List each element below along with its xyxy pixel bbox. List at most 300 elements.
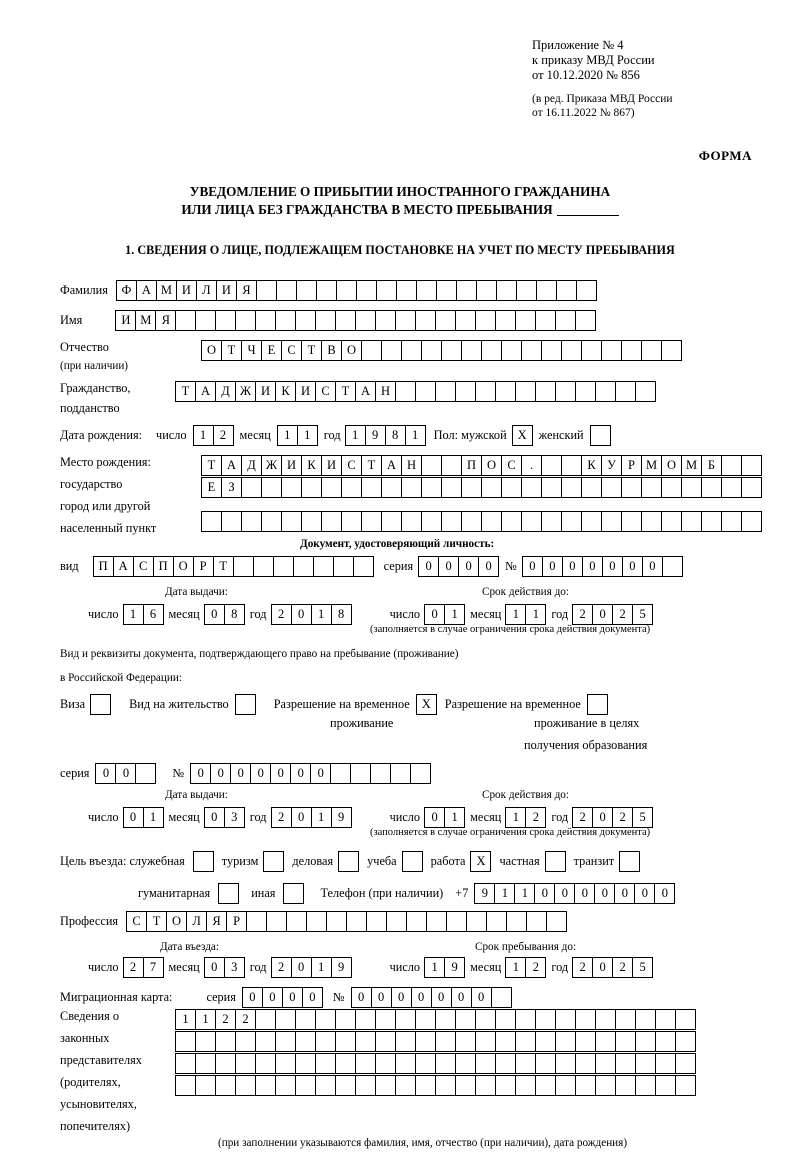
issue-year-input-cell[interactable]: 0: [291, 604, 312, 625]
id-doc-kind-input-cell[interactable]: [233, 556, 254, 577]
id-doc-series-input[interactable]: [418, 556, 499, 577]
birthplace-line-1-cell[interactable]: Т: [361, 455, 382, 476]
birthplace-line-3-cell[interactable]: [221, 511, 242, 532]
birthplace-line-3-cell[interactable]: [321, 511, 342, 532]
phone-input-cell[interactable]: 0: [634, 883, 655, 904]
legal-rep-line-3-cell[interactable]: [575, 1053, 596, 1074]
migration-series-input[interactable]: [242, 987, 323, 1008]
patronymic-input-cell[interactable]: [401, 340, 422, 361]
stay-number-input-cell[interactable]: [330, 763, 351, 784]
phone-input[interactable]: [474, 883, 675, 904]
birthplace-line-2-cell[interactable]: [561, 477, 582, 498]
legal-rep-line-1-cell[interactable]: [315, 1009, 336, 1030]
legal-rep-line-3-cell[interactable]: [195, 1053, 216, 1074]
birthplace-line-1-cell[interactable]: [741, 455, 762, 476]
migration-number-input-cell[interactable]: 0: [411, 987, 432, 1008]
phone-input-cell[interactable]: 0: [554, 883, 575, 904]
surname-input-cell[interactable]: [316, 280, 337, 301]
birthplace-line-2-cell[interactable]: [541, 477, 562, 498]
stay-number-input-cell[interactable]: [390, 763, 411, 784]
birth-month-input-cell[interactable]: 1: [277, 425, 298, 446]
legal-rep-line-3-cell[interactable]: [335, 1053, 356, 1074]
birthplace-line-2-cell[interactable]: [741, 477, 762, 498]
legal-rep-line-2-cell[interactable]: [335, 1031, 356, 1052]
birthplace-line-1-cell[interactable]: П: [461, 455, 482, 476]
legal-rep-line-3-cell[interactable]: [275, 1053, 296, 1074]
legal-rep-line-3-cell[interactable]: [395, 1053, 416, 1074]
migration-series-input-cell[interactable]: 0: [242, 987, 263, 1008]
id-doc-kind-input-cell[interactable]: [333, 556, 354, 577]
citizenship-input-cell[interactable]: И: [295, 381, 316, 402]
surname-input-cell[interactable]: [496, 280, 517, 301]
valid-day-input[interactable]: [424, 604, 465, 625]
legal-rep-line-2-cell[interactable]: [435, 1031, 456, 1052]
legal-rep-line-3-cell[interactable]: [535, 1053, 556, 1074]
birthplace-line-1-cell[interactable]: Р: [621, 455, 642, 476]
id-doc-kind-input-cell[interactable]: [313, 556, 334, 577]
patronymic-input-cell[interactable]: [501, 340, 522, 361]
citizenship-input-cell[interactable]: Т: [335, 381, 356, 402]
birthplace-line-1[interactable]: [201, 455, 762, 476]
legal-rep-line-4-cell[interactable]: [175, 1075, 196, 1096]
surname-input-cell[interactable]: Л: [196, 280, 217, 301]
stay-until-day-input-cell[interactable]: 1: [424, 957, 445, 978]
legal-rep-line-2-cell[interactable]: [375, 1031, 396, 1052]
patronymic-input-cell[interactable]: [561, 340, 582, 361]
citizenship-input[interactable]: [175, 381, 656, 402]
birthplace-line-1-cell[interactable]: С: [341, 455, 362, 476]
birthplace-line-3-cell[interactable]: [721, 511, 742, 532]
legal-rep-line-4-cell[interactable]: [195, 1075, 216, 1096]
citizenship-input-cell[interactable]: И: [255, 381, 276, 402]
patronymic-input-cell[interactable]: [661, 340, 682, 361]
birthplace-line-2-cell[interactable]: [301, 477, 322, 498]
surname-input-cell[interactable]: А: [136, 280, 157, 301]
id-doc-kind-input-cell[interactable]: [253, 556, 274, 577]
legal-rep-line-1-cell[interactable]: [415, 1009, 436, 1030]
citizenship-input-cell[interactable]: [435, 381, 456, 402]
patronymic-input-cell[interactable]: [481, 340, 502, 361]
phone-input-cell[interactable]: 0: [574, 883, 595, 904]
birth-day-input-cell[interactable]: 2: [213, 425, 234, 446]
birthplace-line-2-cell[interactable]: З: [221, 477, 242, 498]
birth-day-input[interactable]: [193, 425, 234, 446]
birthplace-line-1-cell[interactable]: [721, 455, 742, 476]
profession-input[interactable]: [126, 911, 567, 932]
birthplace-line-2[interactable]: [201, 477, 762, 498]
name-input-cell[interactable]: М: [135, 310, 156, 331]
name-input-cell[interactable]: [415, 310, 436, 331]
surname-input-cell[interactable]: И: [216, 280, 237, 301]
birth-year-input-cell[interactable]: 8: [385, 425, 406, 446]
stay-until-month-input[interactable]: [505, 957, 546, 978]
profession-input-cell[interactable]: [326, 911, 347, 932]
stay-issue-year-input-cell[interactable]: 2: [271, 807, 292, 828]
birthplace-line-2-cell[interactable]: [421, 477, 442, 498]
birthplace-line-2-cell[interactable]: Е: [201, 477, 222, 498]
purpose-study-checkbox[interactable]: [402, 851, 423, 872]
name-input-cell[interactable]: [475, 310, 496, 331]
patronymic-input-cell[interactable]: [541, 340, 562, 361]
legal-rep-line-1-cell[interactable]: [455, 1009, 476, 1030]
legal-rep-line-3-cell[interactable]: [655, 1053, 676, 1074]
birthplace-line-2-cell[interactable]: [501, 477, 522, 498]
patronymic-input-cell[interactable]: [441, 340, 462, 361]
patronymic-input-cell[interactable]: [361, 340, 382, 361]
legal-rep-line-2-cell[interactable]: [495, 1031, 516, 1052]
phone-input-cell[interactable]: 9: [474, 883, 495, 904]
birthplace-line-1-cell[interactable]: Б: [701, 455, 722, 476]
legal-rep-line-4-cell[interactable]: [235, 1075, 256, 1096]
birth-month-input-cell[interactable]: 1: [297, 425, 318, 446]
stay-issue-day-input-cell[interactable]: 0: [123, 807, 144, 828]
surname-input-cell[interactable]: [356, 280, 377, 301]
entry-day-input[interactable]: [123, 957, 164, 978]
id-doc-series-input-cell[interactable]: 0: [478, 556, 499, 577]
phone-input-cell[interactable]: 0: [654, 883, 675, 904]
stay-number-input-cell[interactable]: 0: [230, 763, 251, 784]
stay-issue-year-input-cell[interactable]: 9: [331, 807, 352, 828]
legal-rep-line-1-cell[interactable]: [295, 1009, 316, 1030]
birthplace-line-1-cell[interactable]: [441, 455, 462, 476]
name-input-cell[interactable]: [295, 310, 316, 331]
legal-rep-line-1-cell[interactable]: [355, 1009, 376, 1030]
surname-input[interactable]: [116, 280, 597, 301]
profession-input-cell[interactable]: [466, 911, 487, 932]
issue-year-input-cell[interactable]: 2: [271, 604, 292, 625]
phone-input-cell[interactable]: 1: [494, 883, 515, 904]
name-input-cell[interactable]: [495, 310, 516, 331]
surname-input-cell[interactable]: [416, 280, 437, 301]
birthplace-line-3-cell[interactable]: [481, 511, 502, 532]
legal-rep-line-3-cell[interactable]: [375, 1053, 396, 1074]
name-input-cell[interactable]: [555, 310, 576, 331]
name-input-cell[interactable]: [335, 310, 356, 331]
stay-number-input-cell[interactable]: 0: [270, 763, 291, 784]
legal-rep-line-1-cell[interactable]: [515, 1009, 536, 1030]
birthplace-line-2-cell[interactable]: [261, 477, 282, 498]
legal-rep-line-1-cell[interactable]: [555, 1009, 576, 1030]
valid-month-input-cell[interactable]: 1: [525, 604, 546, 625]
legal-rep-line-1-cell[interactable]: [375, 1009, 396, 1030]
legal-rep-line-1[interactable]: [175, 1009, 696, 1030]
stay-until-year-input-cell[interactable]: 2: [572, 957, 593, 978]
valid-month-input-cell[interactable]: 1: [505, 604, 526, 625]
citizenship-input-cell[interactable]: [595, 381, 616, 402]
id-doc-number-input-cell[interactable]: 0: [602, 556, 623, 577]
legal-rep-line-3-cell[interactable]: [355, 1053, 376, 1074]
legal-rep-line-1-cell[interactable]: [575, 1009, 596, 1030]
citizenship-input-cell[interactable]: Ж: [235, 381, 256, 402]
stay-valid-year-input-cell[interactable]: 0: [592, 807, 613, 828]
birth-year-input-cell[interactable]: 1: [345, 425, 366, 446]
birthplace-line-2-cell[interactable]: [361, 477, 382, 498]
edu-residence-checkbox[interactable]: [587, 694, 608, 715]
surname-input-cell[interactable]: [456, 280, 477, 301]
stay-until-year-input-cell[interactable]: 5: [632, 957, 653, 978]
phone-input-cell[interactable]: 1: [514, 883, 535, 904]
name-input-cell[interactable]: [195, 310, 216, 331]
migration-series-input-cell[interactable]: 0: [262, 987, 283, 1008]
birthplace-line-3-cell[interactable]: [421, 511, 442, 532]
surname-input-cell[interactable]: [336, 280, 357, 301]
birthplace-line-1-cell[interactable]: [561, 455, 582, 476]
legal-rep-line-1-cell[interactable]: [275, 1009, 296, 1030]
stay-valid-year-input-cell[interactable]: 2: [572, 807, 593, 828]
stay-number-input-cell[interactable]: [350, 763, 371, 784]
issue-year-input[interactable]: [271, 604, 352, 625]
sex-female-checkbox[interactable]: [590, 425, 611, 446]
profession-input-cell[interactable]: [526, 911, 547, 932]
legal-rep-line-2-cell[interactable]: [275, 1031, 296, 1052]
valid-year-input-cell[interactable]: 2: [612, 604, 633, 625]
profession-input-cell[interactable]: [366, 911, 387, 932]
birthplace-line-3-cell[interactable]: [541, 511, 562, 532]
surname-input-cell[interactable]: Ф: [116, 280, 137, 301]
legal-rep-line-2-cell[interactable]: [555, 1031, 576, 1052]
stay-until-month-input-cell[interactable]: 1: [505, 957, 526, 978]
legal-rep-line-1-cell[interactable]: [675, 1009, 696, 1030]
patronymic-input-cell[interactable]: [621, 340, 642, 361]
legal-rep-line-3-cell[interactable]: [435, 1053, 456, 1074]
patronymic-input-cell[interactable]: [601, 340, 622, 361]
profession-input-cell[interactable]: [306, 911, 327, 932]
phone-input-cell[interactable]: 0: [534, 883, 555, 904]
entry-year-input-cell[interactable]: 1: [311, 957, 332, 978]
legal-rep-line-4-cell[interactable]: [215, 1075, 236, 1096]
legal-rep-line-4-cell[interactable]: [295, 1075, 316, 1096]
legal-rep-line-1-cell[interactable]: [255, 1009, 276, 1030]
stay-series-input-cell[interactable]: [135, 763, 156, 784]
id-doc-kind-input-cell[interactable]: Т: [213, 556, 234, 577]
legal-rep-line-3-cell[interactable]: [175, 1053, 196, 1074]
surname-input-cell[interactable]: [576, 280, 597, 301]
patronymic-input-cell[interactable]: [461, 340, 482, 361]
citizenship-input-cell[interactable]: [495, 381, 516, 402]
purpose-humanitarian-checkbox[interactable]: [218, 883, 239, 904]
stay-number-input[interactable]: [190, 763, 431, 784]
legal-rep-line-1-cell[interactable]: [335, 1009, 356, 1030]
birthplace-line-3-cell[interactable]: [741, 511, 762, 532]
surname-input-cell[interactable]: [556, 280, 577, 301]
temp-residence-checkbox[interactable]: X: [416, 694, 437, 715]
valid-year-input-cell[interactable]: 5: [632, 604, 653, 625]
id-doc-number-input-cell[interactable]: 0: [582, 556, 603, 577]
legal-rep-line-2-cell[interactable]: [215, 1031, 236, 1052]
phone-input-cell[interactable]: 0: [594, 883, 615, 904]
stay-issue-day-input-cell[interactable]: 1: [143, 807, 164, 828]
stay-issue-year-input-cell[interactable]: 0: [291, 807, 312, 828]
birthplace-line-1-cell[interactable]: Ж: [261, 455, 282, 476]
legal-rep-line-2-cell[interactable]: [295, 1031, 316, 1052]
birthplace-line-3[interactable]: [201, 511, 762, 532]
birthplace-line-3-cell[interactable]: [581, 511, 602, 532]
id-doc-number-input-cell[interactable]: 0: [642, 556, 663, 577]
patronymic-input-cell[interactable]: Ч: [241, 340, 262, 361]
legal-rep-line-4-cell[interactable]: [495, 1075, 516, 1096]
id-doc-kind-input-cell[interactable]: П: [93, 556, 114, 577]
birthplace-line-1-cell[interactable]: О: [481, 455, 502, 476]
entry-month-input-cell[interactable]: 0: [204, 957, 225, 978]
residence-permit-checkbox[interactable]: [235, 694, 256, 715]
surname-input-cell[interactable]: И: [176, 280, 197, 301]
birthplace-line-3-cell[interactable]: [241, 511, 262, 532]
legal-rep-line-1-cell[interactable]: [395, 1009, 416, 1030]
legal-rep-line-4-cell[interactable]: [335, 1075, 356, 1096]
valid-day-input-cell[interactable]: 0: [424, 604, 445, 625]
legal-rep-line-2[interactable]: [175, 1031, 696, 1052]
birth-month-input[interactable]: [277, 425, 318, 446]
birthplace-line-3-cell[interactable]: [561, 511, 582, 532]
birthplace-line-3-cell[interactable]: [281, 511, 302, 532]
purpose-transit-checkbox[interactable]: [619, 851, 640, 872]
id-doc-number-input-cell[interactable]: 0: [522, 556, 543, 577]
legal-rep-line-1-cell[interactable]: [535, 1009, 556, 1030]
stay-number-input-cell[interactable]: 0: [290, 763, 311, 784]
citizenship-input-cell[interactable]: [415, 381, 436, 402]
name-input-cell[interactable]: [255, 310, 276, 331]
birthplace-line-2-cell[interactable]: [381, 477, 402, 498]
stay-until-year-input[interactable]: [572, 957, 653, 978]
stay-issue-month-input-cell[interactable]: 0: [204, 807, 225, 828]
name-input-cell[interactable]: [515, 310, 536, 331]
id-doc-kind-input-cell[interactable]: А: [113, 556, 134, 577]
legal-rep-line-2-cell[interactable]: [315, 1031, 336, 1052]
citizenship-input-cell[interactable]: Т: [175, 381, 196, 402]
birthplace-line-3-cell[interactable]: [381, 511, 402, 532]
valid-month-input[interactable]: [505, 604, 546, 625]
birthplace-line-1-cell[interactable]: М: [681, 455, 702, 476]
stay-valid-day-input-cell[interactable]: 1: [444, 807, 465, 828]
birthplace-line-3-cell[interactable]: [361, 511, 382, 532]
birthplace-line-1-cell[interactable]: И: [281, 455, 302, 476]
stay-number-input-cell[interactable]: 0: [250, 763, 271, 784]
migration-number-input-cell[interactable]: 0: [391, 987, 412, 1008]
patronymic-input-cell[interactable]: [381, 340, 402, 361]
birthplace-line-2-cell[interactable]: [321, 477, 342, 498]
legal-rep-line-3-cell[interactable]: [255, 1053, 276, 1074]
legal-rep-line-3-cell[interactable]: [495, 1053, 516, 1074]
legal-rep-line-3-cell[interactable]: [295, 1053, 316, 1074]
sex-male-checkbox[interactable]: X: [512, 425, 533, 446]
birthplace-line-3-cell[interactable]: [441, 511, 462, 532]
surname-input-cell[interactable]: [476, 280, 497, 301]
legal-rep-line-2-cell[interactable]: [235, 1031, 256, 1052]
legal-rep-line-2-cell[interactable]: [675, 1031, 696, 1052]
birthplace-line-2-cell[interactable]: [241, 477, 262, 498]
birthplace-line-3-cell[interactable]: [341, 511, 362, 532]
birthplace-line-1-cell[interactable]: К: [581, 455, 602, 476]
birthplace-line-2-cell[interactable]: [661, 477, 682, 498]
stay-series-input-cell[interactable]: 0: [95, 763, 116, 784]
birthplace-line-2-cell[interactable]: [401, 477, 422, 498]
issue-month-input[interactable]: [204, 604, 245, 625]
legal-rep-line-4-cell[interactable]: [255, 1075, 276, 1096]
id-doc-kind-input-cell[interactable]: Р: [193, 556, 214, 577]
birth-year-input-cell[interactable]: 1: [405, 425, 426, 446]
legal-rep-line-4[interactable]: [175, 1075, 696, 1096]
surname-input-cell[interactable]: М: [156, 280, 177, 301]
stay-number-input-cell[interactable]: 0: [310, 763, 331, 784]
profession-input-cell[interactable]: [486, 911, 507, 932]
legal-rep-line-1-cell[interactable]: 1: [195, 1009, 216, 1030]
legal-rep-line-3-cell[interactable]: [415, 1053, 436, 1074]
name-input-cell[interactable]: Я: [155, 310, 176, 331]
purpose-business-checkbox[interactable]: [338, 851, 359, 872]
name-input-cell[interactable]: [375, 310, 396, 331]
patronymic-input-cell[interactable]: Т: [301, 340, 322, 361]
birthplace-line-1-cell[interactable]: .: [521, 455, 542, 476]
migration-number-input-cell[interactable]: 0: [451, 987, 472, 1008]
profession-input-cell[interactable]: Р: [226, 911, 247, 932]
legal-rep-line-3-cell[interactable]: [595, 1053, 616, 1074]
birthplace-line-2-cell[interactable]: [581, 477, 602, 498]
id-doc-series-input-cell[interactable]: 0: [458, 556, 479, 577]
profession-input-cell[interactable]: [266, 911, 287, 932]
birthplace-line-3-cell[interactable]: [461, 511, 482, 532]
migration-number-input-cell[interactable]: 0: [431, 987, 452, 1008]
name-input-cell[interactable]: [535, 310, 556, 331]
id-doc-kind-input-cell[interactable]: С: [133, 556, 154, 577]
birthplace-line-1-cell[interactable]: [541, 455, 562, 476]
legal-rep-line-1-cell[interactable]: [635, 1009, 656, 1030]
id-doc-number-input-cell[interactable]: 0: [562, 556, 583, 577]
id-doc-number-input-cell[interactable]: 0: [622, 556, 643, 577]
birthplace-line-3-cell[interactable]: [681, 511, 702, 532]
purpose-service-checkbox[interactable]: [193, 851, 214, 872]
name-input-cell[interactable]: [315, 310, 336, 331]
id-doc-kind-input[interactable]: [93, 556, 374, 577]
citizenship-input-cell[interactable]: [455, 381, 476, 402]
birthplace-line-1-cell[interactable]: [421, 455, 442, 476]
name-input-cell[interactable]: [235, 310, 256, 331]
id-doc-number-input-cell[interactable]: 0: [542, 556, 563, 577]
profession-input-cell[interactable]: С: [126, 911, 147, 932]
citizenship-input-cell[interactable]: К: [275, 381, 296, 402]
patronymic-input-cell[interactable]: [581, 340, 602, 361]
stay-valid-year-input[interactable]: [572, 807, 653, 828]
purpose-tourism-checkbox[interactable]: [263, 851, 284, 872]
legal-rep-line-2-cell[interactable]: [455, 1031, 476, 1052]
migration-number-input-cell[interactable]: 0: [351, 987, 372, 1008]
entry-day-input-cell[interactable]: 7: [143, 957, 164, 978]
legal-rep-line-3[interactable]: [175, 1053, 696, 1074]
profession-input-cell[interactable]: [506, 911, 527, 932]
legal-rep-line-3-cell[interactable]: [215, 1053, 236, 1074]
entry-year-input-cell[interactable]: 9: [331, 957, 352, 978]
entry-year-input-cell[interactable]: 2: [271, 957, 292, 978]
legal-rep-line-1-cell[interactable]: [595, 1009, 616, 1030]
name-input-cell[interactable]: [355, 310, 376, 331]
citizenship-input-cell[interactable]: [535, 381, 556, 402]
citizenship-input-cell[interactable]: С: [315, 381, 336, 402]
legal-rep-line-3-cell[interactable]: [235, 1053, 256, 1074]
birthplace-line-1-cell[interactable]: А: [221, 455, 242, 476]
id-doc-number-input[interactable]: [522, 556, 683, 577]
birthplace-line-3-cell[interactable]: [621, 511, 642, 532]
birth-year-input[interactable]: [345, 425, 426, 446]
birthplace-line-2-cell[interactable]: [441, 477, 462, 498]
citizenship-input-cell[interactable]: [515, 381, 536, 402]
legal-rep-line-2-cell[interactable]: [535, 1031, 556, 1052]
legal-rep-line-2-cell[interactable]: [595, 1031, 616, 1052]
profession-input-cell[interactable]: [446, 911, 467, 932]
legal-rep-line-4-cell[interactable]: [395, 1075, 416, 1096]
legal-rep-line-3-cell[interactable]: [515, 1053, 536, 1074]
id-doc-series-input-cell[interactable]: 0: [438, 556, 459, 577]
patronymic-input-cell[interactable]: С: [281, 340, 302, 361]
birthplace-line-2-cell[interactable]: [621, 477, 642, 498]
